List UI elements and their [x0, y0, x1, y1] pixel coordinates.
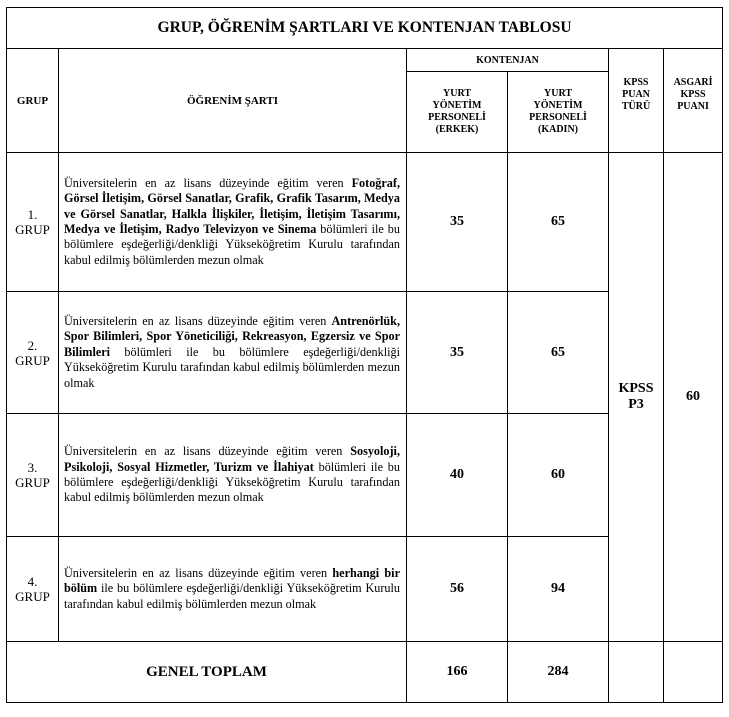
ogrenim-sarti-cell: Üniversitelerin en az lisans düzeyinde eğitim veren Antrenörlük, Spor Bilimleri, Spor Yöneticiliği, Rekreasyon, Egzersiz ve Spor Bilimleri bölümleri ile bu bölümlere eşdeğerliği/denkliği Yükseköğretim Kurulu tarafından kabul edilmiş bölümlerden mezun olmak	[59, 292, 407, 414]
grup-cell: 2. GRUP	[7, 292, 59, 414]
table-row	[7, 153, 723, 292]
grup-cell: 4. GRUP	[7, 537, 59, 642]
kontenjan-table	[6, 7, 723, 703]
ogrenim-sarti-cell: Üniversitelerin en az lisans düzeyinde eğitim veren Fotoğraf, Görsel İletişim, Görsel Sanatlar, Grafik, Grafik Tasarım, Medya ve Görsel Sanatlar, Halkla İlişkiler, İletişim, İletişim Tasarımı, Medya ve İletişim, Radyo Televizyon ve Sinema bölümleri ile bu bölümlere eşdeğerliği/denkliği Yükseköğretim Kurulu tarafından kabul edilmiş bölümlerden mezun olmak	[59, 153, 407, 292]
ogrenim-sarti-cell: Üniversitelerin en az lisans düzeyinde eğitim veren herhangi bir bölüm ile bu bölümlere eşdeğerliği/denkliği Yükseköğretim Kurulu tarafından kabul edilmiş bölümlerden mezun olmak	[59, 537, 407, 642]
header-grup: GRUP	[7, 49, 59, 153]
erkek-cell: 40	[407, 414, 508, 537]
document	[6, 7, 723, 703]
header-asgari-kpss-puani: ASGARİ KPSS PUANI	[664, 49, 723, 153]
kadin-cell: 65	[508, 292, 609, 414]
kpss-puan-turu-cell: KPSS P3	[609, 153, 664, 642]
table-title: GRUP, ÖĞRENİM ŞARTLARI VE KONTENJAN TABLOSU	[7, 8, 723, 49]
erkek-cell: 35	[407, 292, 508, 414]
total-kadin: 284	[508, 642, 609, 703]
total-erkek: 166	[407, 642, 508, 703]
header-ogrenim-sarti: ÖĞRENİM ŞARTI	[59, 49, 407, 153]
asgari-puan-cell: 60	[664, 153, 723, 642]
kadin-cell: 94	[508, 537, 609, 642]
ogrenim-sarti-cell: Üniversitelerin en az lisans düzeyinde eğitim veren Sosyoloji, Psikoloji, Sosyal Hizmetler, Turizm ve İlahiyat bölümleri ile bu bölümlere eşdeğerliği/denkliği Yükseköğretim Kurulu tarafından kabul edilmiş bölümlerden mezun olmak	[59, 414, 407, 537]
header-erkek: YURT YÖNETİM PERSONELİ (ERKEK)	[407, 72, 508, 153]
total-row	[7, 642, 723, 703]
empty-cell	[664, 642, 723, 703]
kadin-cell: 60	[508, 414, 609, 537]
empty-cell	[609, 642, 664, 703]
header-kpss-puan-turu: KPSS PUAN TÜRÜ	[609, 49, 664, 153]
erkek-cell: 35	[407, 153, 508, 292]
grup-cell: 1. GRUP	[7, 153, 59, 292]
header-kadin: YURT YÖNETİM PERSONELİ (KADIN)	[508, 72, 609, 153]
kadin-cell: 65	[508, 153, 609, 292]
genel-toplam-label: GENEL TOPLAM	[7, 642, 407, 703]
erkek-cell: 56	[407, 537, 508, 642]
header-kontenjan: KONTENJAN	[407, 49, 609, 72]
grup-cell: 3. GRUP	[7, 414, 59, 537]
